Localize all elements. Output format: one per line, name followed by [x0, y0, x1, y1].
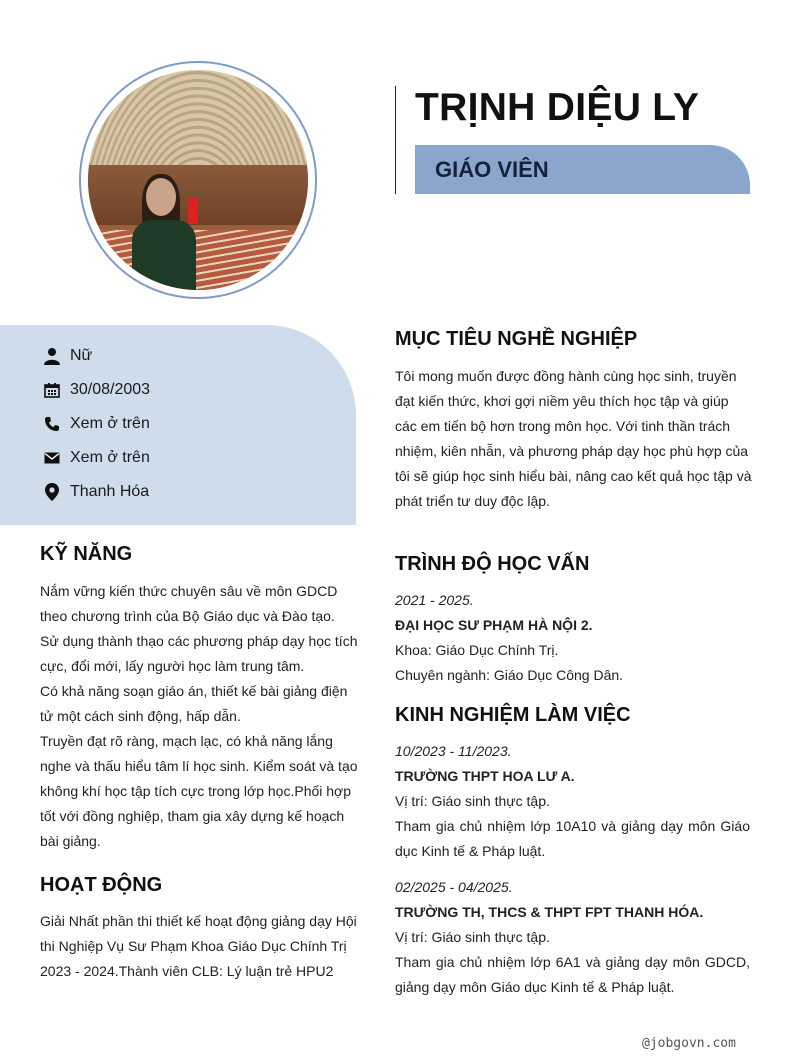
job-position: Vị trí: Giáo sinh thực tập.: [395, 929, 550, 945]
education-entry: [395, 588, 750, 688]
skill-line: Có khả năng soạn giáo án, thiết kế bài giảng điện tử một cách sinh động, hấp dẫn.: [40, 683, 348, 724]
job-date: 10/2023 - 11/2023.: [395, 743, 512, 759]
skills-title: KỸ NĂNG: [40, 543, 133, 565]
watermark: @jobgovn.com: [642, 1036, 736, 1051]
job-date: 02/2025 - 04/2025.: [395, 879, 513, 895]
name-divider: [395, 86, 396, 194]
skill-line: Sử dụng thành thạo các phương pháp dạy học tích cực, đổi mới, lấy người học làm trung tâm.: [40, 633, 358, 674]
education-date: 2021 - 2025.: [395, 592, 474, 608]
person-icon: [42, 346, 62, 366]
job-org: TRƯỜNG TH, THCS & THPT FPT THANH HÓA.: [395, 904, 704, 920]
role-banner: [415, 145, 750, 194]
phone-icon: [42, 414, 62, 434]
contact-email: Xem ở trên: [42, 446, 150, 470]
contact-birthdate: 30/08/2003: [42, 378, 150, 402]
job-description: Tham gia chủ nhiệm lớp 6A1 và giảng dạy môn GDCD, giảng dạy môn Giáo dục Kinh tế & Pháp luật.: [395, 954, 750, 995]
location-icon: [42, 482, 62, 502]
mail-icon: [42, 448, 62, 468]
contact-phone: Xem ở trên: [42, 412, 150, 436]
objective-text: Tôi mong muốn được đồng hành cùng học sinh, truyền đạt kiến thức, khơi gợi niềm yêu thích học tập và giúp các em tiến bộ hơn trong môn học. Với tinh thần trách nhiệm, kiên nhẫn, và phương pháp dạy học phù hợp của tôi sẽ giúp học sinh hiểu bài, nâng cao kết quả học tập và phát triển tư duy độc lập.: [395, 368, 752, 509]
skills-text: [40, 579, 358, 854]
job-org: TRƯỜNG THPT HOA LƯ A.: [395, 768, 575, 784]
contact-gender: Nữ: [42, 344, 92, 368]
experience-title: KINH NGHIỆM LÀM VIỆC: [395, 704, 631, 726]
experience-entry: [395, 875, 750, 1000]
skill-line: Truyền đạt rõ ràng, mạch lạc, có khả năng lắng nghe và thấu hiểu tâm lí học sinh. Kiểm soát và tạo không khí học tập tích cực trong lớp học.Phối hợp tốt với đồng nghiệp, tham gia xây dựng kế hoạch bài giảng.: [40, 733, 358, 849]
job-description: Tham gia chủ nhiệm lớp 10A10 và giảng dạy môn Giáo dục Kinh tế & Pháp luật.: [395, 818, 750, 859]
experience-entry: [395, 739, 750, 864]
education-faculty: Khoa: Giáo Dục Chính Trị.: [395, 642, 559, 658]
activities-text: Giải Nhất phần thi thiết kế hoạt động giảng dạy Hội thi Nghiệp Vụ Sư Phạm Khoa Giáo Dục Chính Trị 2023 - 2024.Thành viên CLB: Lý luận trẻ HPU2: [40, 913, 357, 979]
objective-title: MỤC TIÊU NGHỀ NGHIỆP: [395, 328, 638, 350]
job-position: Vị trí: Giáo sinh thực tập.: [395, 793, 550, 809]
contact-location: Thanh Hóa: [42, 480, 149, 504]
education-major: Chuyên ngành: Giáo Dục Công Dân.: [395, 667, 624, 683]
avatar: [88, 70, 308, 290]
candidate-role: GIÁO VIÊN: [435, 157, 549, 182]
education-title: TRÌNH ĐỘ HỌC VẤN: [395, 553, 590, 575]
calendar-icon: [42, 380, 62, 400]
activities-title: HOẠT ĐỘNG: [40, 874, 163, 896]
education-school: ĐẠI HỌC SƯ PHẠM HÀ NỘI 2.: [395, 617, 593, 633]
candidate-name: TRỊNH DIỆU LY: [415, 86, 700, 129]
skill-line: Nắm vững kiến thức chuyên sâu về môn GDCD theo chương trình của Bộ Giáo dục và Đào tạo.: [40, 583, 338, 624]
